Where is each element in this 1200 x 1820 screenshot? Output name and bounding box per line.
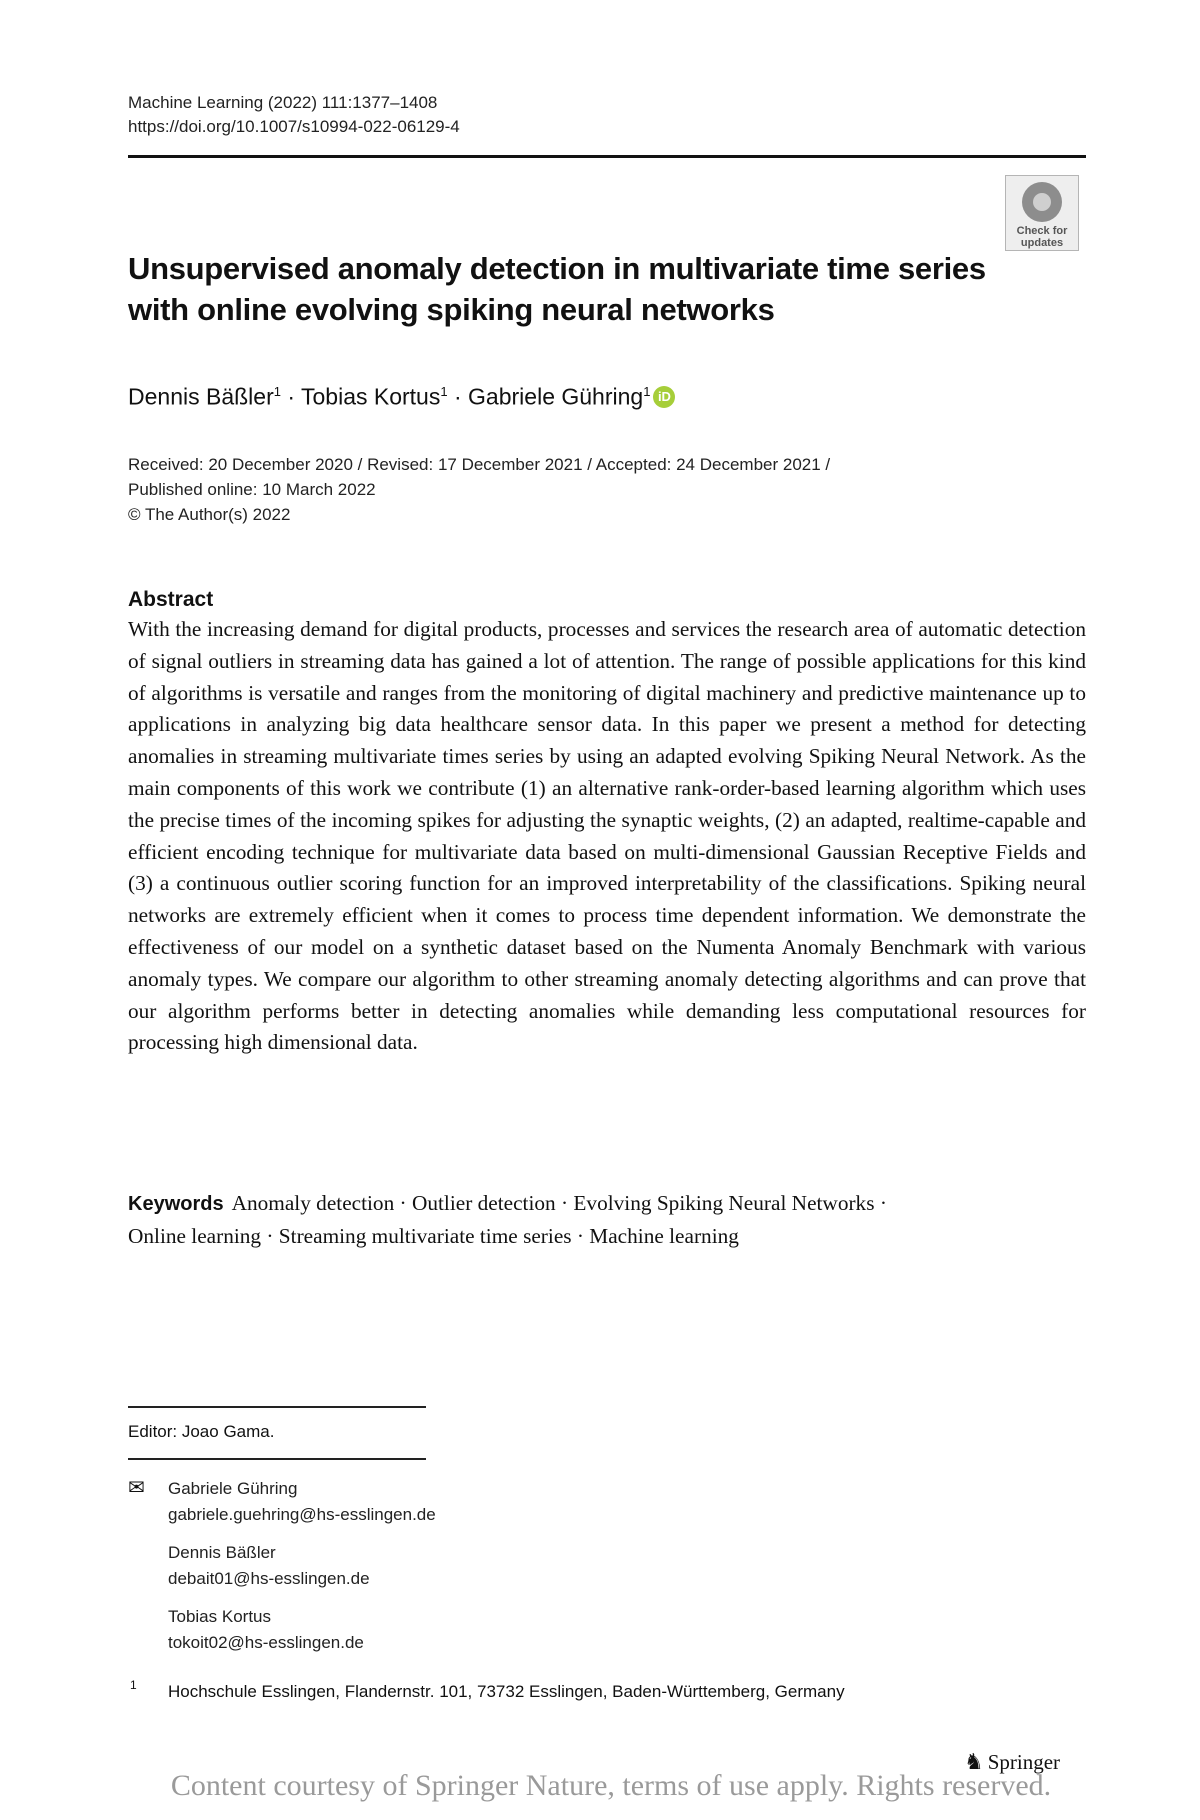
doi-link[interactable]: https://doi.org/10.1007/s10994-022-06129-4 <box>128 117 460 136</box>
journal-citation: Machine Learning (2022) 111:1377–1408 <box>128 93 438 112</box>
contact-name: Tobias Kortus <box>168 1607 271 1626</box>
check-for-updates-badge[interactable] <box>1005 175 1079 251</box>
published-online: Published online: 10 March 2022 <box>128 480 376 499</box>
contact-email[interactable]: gabriele.guehring@hs-esslingen.de <box>168 1505 436 1524</box>
affiliation-text: Hochschule Esslingen, Flandernstr. 101, 73732 Esslingen, Baden-Württemberg, Germany <box>168 1682 845 1701</box>
keywords-label: Keywords <box>128 1193 224 1215</box>
footnote-rule <box>128 1458 426 1460</box>
contact-name: Gabriele Gühring <box>168 1479 298 1498</box>
author-list <box>128 377 675 412</box>
author-name[interactable]: Dennis Bäßler <box>128 383 274 410</box>
abstract-text: With the increasing demand for digital products, processes and services the research area of automatic detection of signal outliers in streaming data has gained a lot of attention. The range of possible applications for this kind of algorithms is versatile and ranges from the monitoring of digital machinery and predictive maintenance up to applications in analyzing big data healthcare sensor data. In this paper we present a method for detecting anomalies in streaming multivariate times series by using an adapted evolving Spiking Neural Network. As the main components of this work we contribute (1) an alternative rank-order-based learning algorithm which uses the precise times of the incoming spikes for adjusting the synaptic weights, (2) an adapted, realtime-capable and efficient encoding technique for multivariate data based on multi-dimensional Gaussian Receptive Fields and (3) a continuous outlier scoring function for an improved interpretability of the classifications. Spiking neural networks are extremely efficient when it comes to process time dependent information. We demonstrate the effectiveness of our model on a synthetic dataset based on the Numenta Anomaly Benchmark with various anomaly types. We compare our algorithm to other streaming anomaly detecting algorithms and can prove that our algorithm performs better in detecting anomalies while demanding less computational resources for processing high dimensional data. <box>128 617 1086 1055</box>
affiliation-number: 1 <box>130 1678 137 1692</box>
copyright-notice: © The Author(s) 2022 <box>128 505 291 524</box>
keywords-block <box>128 1187 1086 1252</box>
contact-entry <box>168 1540 370 1592</box>
author-name[interactable]: Tobias Kortus <box>301 383 441 410</box>
publisher-name: Springer <box>987 1750 1061 1774</box>
author-name[interactable]: Gabriele Gühring <box>468 383 644 410</box>
article-title: Unsupervised anomaly detection in multivariate time series with online evolving spiking neural networks <box>128 251 986 327</box>
footnote-rule <box>128 1406 426 1408</box>
contact-entry <box>168 1604 364 1656</box>
springer-horse-icon: ♞ <box>964 1749 984 1774</box>
dates-line: Received: 20 December 2020 / Revised: 17 December 2021 / Accepted: 24 December 2021 / <box>128 455 831 474</box>
keywords-line: Online learning · Streaming multivariate time series · Machine learning <box>128 1224 739 1248</box>
contact-name: Dennis Bäßler <box>168 1543 276 1562</box>
author-affil-sup: 1 <box>440 384 448 399</box>
watermark-text: Content courtesy of Springer Nature, terms of use apply. Rights reserved. <box>170 1769 1052 1802</box>
journal-header <box>128 91 460 139</box>
contact-entry <box>168 1476 436 1528</box>
crossmark-icon <box>1022 182 1062 222</box>
orcid-icon[interactable]: iD <box>653 386 675 408</box>
contact-email[interactable]: debait01@hs-esslingen.de <box>168 1569 370 1588</box>
author-separator: · <box>447 383 469 410</box>
editor-note: Editor: Joao Gama. <box>128 1422 275 1441</box>
header-rule <box>128 155 1086 158</box>
envelope-icon: ✉ <box>128 1477 145 1499</box>
keywords-line: Anomaly detection · Outlier detection · Evolving Spiking Neural Networks · <box>231 1191 887 1215</box>
publication-dates <box>128 452 830 527</box>
contact-email[interactable]: tokoit02@hs-esslingen.de <box>168 1633 364 1652</box>
crossmark-label: Check for updates <box>1016 225 1068 249</box>
abstract-heading: Abstract <box>128 588 214 611</box>
author-separator: · <box>280 383 301 410</box>
author-affil-sup: 1 <box>273 384 281 399</box>
author-affil-sup: 1 <box>643 384 651 399</box>
